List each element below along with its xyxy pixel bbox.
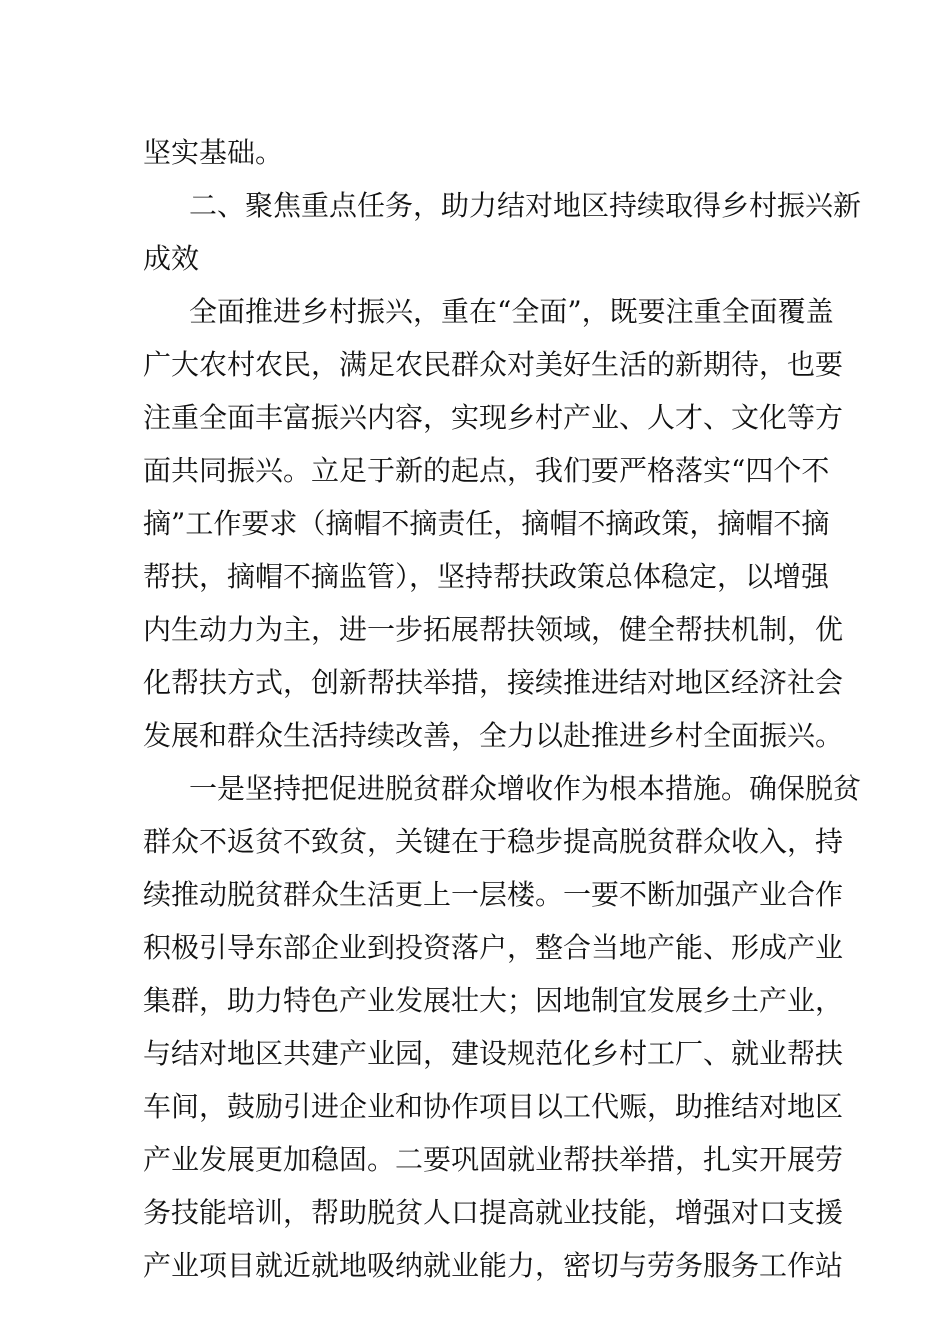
paragraph-line: 务技能培训，帮助脱贫人口提高就业技能，增强对口支援 <box>143 1196 844 1229</box>
text-line: 坚实基础。 <box>143 136 284 169</box>
paragraph-line: 积极引导东部企业到投资落户，整合当地产能、形成产业 <box>143 931 844 964</box>
paragraph-line: 续推动脱贫群众生活更上一层楼。一要不断加强产业合作 <box>143 878 844 911</box>
paragraph-line: 摘”工作要求（摘帽不摘责任，摘帽不摘政策，摘帽不摘 <box>143 507 830 540</box>
paragraph-line: 发展和群众生活持续改善，全力以赴推进乡村全面振兴。 <box>143 719 844 752</box>
paragraph-line: 产业发展更加稳固。二要巩固就业帮扶举措，扎实开展劳 <box>143 1143 844 1176</box>
paragraph-line: 广大农村农民，满足农民群众对美好生活的新期待，也要 <box>143 348 844 381</box>
paragraph-line: 帮扶，摘帽不摘监管），坚持帮扶政策总体稳定，以增强 <box>143 560 830 593</box>
paragraph-line: 面共同振兴。立足于新的起点，我们要严格落实“四个不 <box>143 454 830 487</box>
paragraph-line: 产业项目就近就地吸纳就业能力，密切与劳务服务工作站 <box>143 1249 844 1282</box>
paragraph-line: 化帮扶方式，创新帮扶举措，接续推进结对地区经济社会 <box>143 666 844 699</box>
paragraph-line: 群众不返贫不致贫，关键在于稳步提高脱贫群众收入，持 <box>143 825 844 858</box>
paragraph-line: 车间，鼓励引进企业和协作项目以工代赈，助推结对地区 <box>143 1090 844 1123</box>
paragraph-line: 全面推进乡村振兴，重在“全面”，既要注重全面覆盖 <box>189 295 834 328</box>
paragraph-line: 内生动力为主，进一步拓展帮扶领域，健全帮扶机制，优 <box>143 613 844 646</box>
section-heading-continued: 成效 <box>143 242 200 275</box>
paragraph-line: 注重全面丰富振兴内容，实现乡村产业、人才、文化等方 <box>143 401 844 434</box>
paragraph-line: 与结对地区共建产业园，建设规范化乡村工厂、就业帮扶 <box>143 1037 844 1070</box>
section-heading: 二、聚焦重点任务，助力结对地区持续取得乡村振兴新 <box>189 189 862 222</box>
paragraph-line: 一是坚持把促进脱贫群众增收作为根本措施。确保脱贫 <box>189 772 862 805</box>
paragraph-line: 集群，助力特色产业发展壮大；因地制宜发展乡土产业， <box>143 984 844 1017</box>
